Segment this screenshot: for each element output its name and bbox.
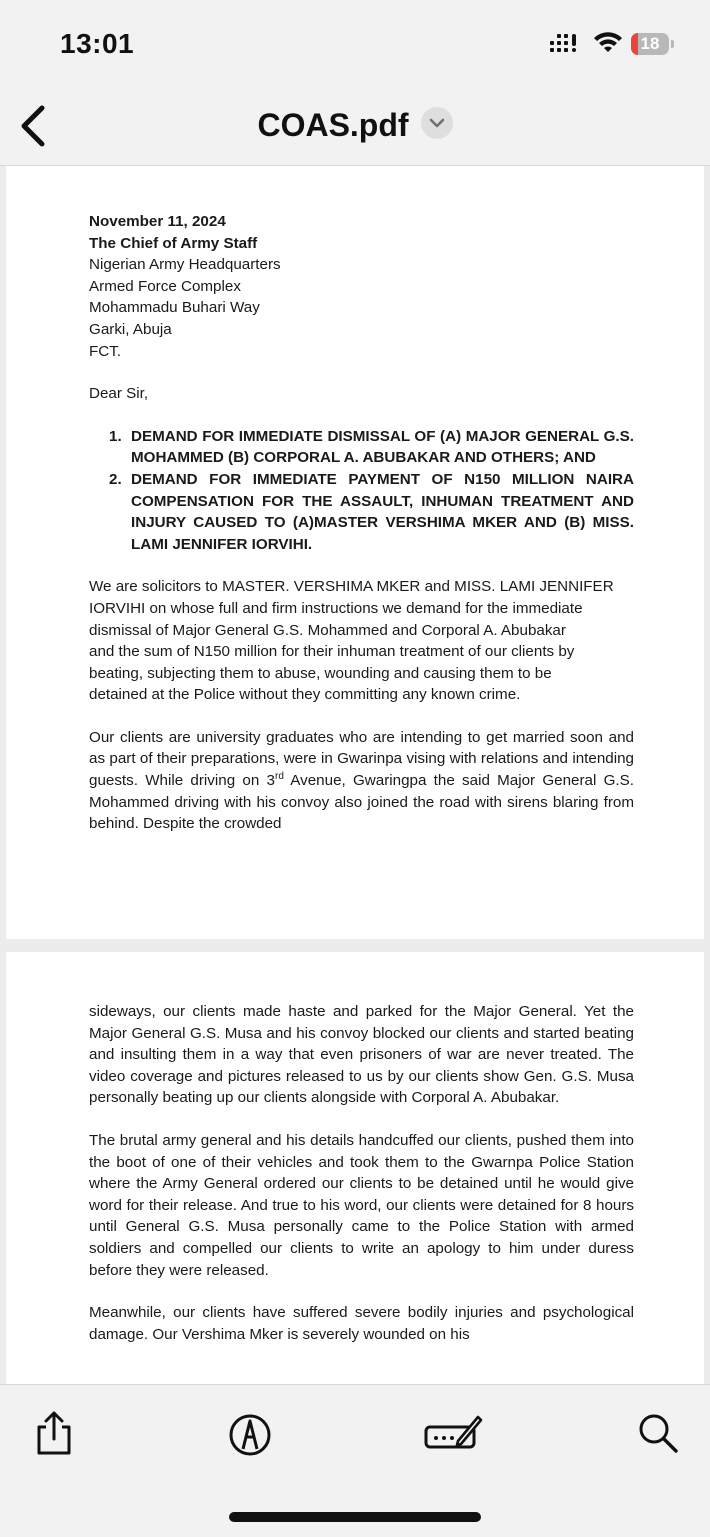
paragraph-line: and the sum of N150 million for their inhuman treatment of our clients by bbox=[89, 643, 575, 661]
status-bar bbox=[0, 0, 710, 90]
paragraph bbox=[89, 727, 634, 835]
demand-text: DEMAND FOR IMMEDIATE DISMISSAL OF (A) MAJOR GENERAL G.S. MOHAMMED (B) CORPORAL A. ABUBAKAR AND OTHERS; AND bbox=[131, 427, 634, 467]
demand-number: 2. bbox=[109, 470, 122, 488]
chevron-down-icon[interactable] bbox=[421, 107, 453, 139]
paragraph-line: beating, subjecting them to abuse, wounding and causing them to be bbox=[89, 664, 552, 682]
demand-item bbox=[89, 469, 634, 555]
paragraph-line: dismissal of Major General G.S. Mohammed and Corporal A. Abubakar bbox=[89, 621, 566, 639]
pdf-viewer[interactable] bbox=[0, 166, 710, 1384]
markup-pen-icon bbox=[226, 1409, 274, 1457]
battery-indicator bbox=[631, 33, 673, 57]
letter-body-page-2 bbox=[89, 1001, 634, 1345]
battery-level: 18 bbox=[640, 34, 660, 53]
paragraph-line: We are solicitors to MASTER. VERSHIMA MKER and MISS. LAMI JENNIFER bbox=[89, 578, 614, 596]
paragraph-text: Avenue, Gwaringpa the said Major General G.S. Mohammed driving with his convoy also joined the road with sirens blaring from behind. Despite the crowded bbox=[89, 772, 634, 833]
paragraph-text: Our clients are university graduates who are intending to get married soon and as part of their preparations, were in Gwarinpa vising with relations and intending guests. While driving on 3 bbox=[89, 728, 634, 790]
ordinal-suffix: rd bbox=[274, 771, 284, 782]
nav-bar bbox=[0, 90, 710, 166]
search-icon bbox=[634, 1409, 682, 1457]
address-line: Mohammadu Buhari Way bbox=[89, 299, 260, 317]
letter-body-page-1 bbox=[89, 211, 634, 835]
demand-number: 1. bbox=[109, 427, 122, 445]
address-line: FCT. bbox=[89, 342, 122, 360]
document-title[interactable]: COAS.pdf bbox=[257, 107, 409, 143]
demand-item bbox=[89, 426, 634, 469]
demand-list bbox=[89, 426, 634, 556]
letter-header bbox=[89, 211, 634, 362]
form-fill-button[interactable] bbox=[424, 1409, 484, 1457]
letter-date: November 11, 2024 bbox=[89, 213, 226, 230]
form-fill-icon bbox=[424, 1409, 484, 1457]
search-button[interactable] bbox=[634, 1409, 682, 1457]
address-line: Armed Force Complex bbox=[89, 277, 241, 295]
home-indicator[interactable] bbox=[229, 1512, 481, 1522]
paragraph bbox=[89, 576, 634, 706]
address-line: Nigerian Army Headquarters bbox=[89, 256, 281, 274]
share-button[interactable] bbox=[30, 1409, 78, 1457]
wifi-icon bbox=[592, 31, 624, 55]
back-button[interactable] bbox=[14, 102, 58, 150]
status-time: 13:01 bbox=[60, 28, 135, 59]
demand-text: DEMAND FOR IMMEDIATE PAYMENT OF N150 MILLION NAIRA COMPENSATION FOR THE ASSAULT, INHUMAN TREATMENT AND INJURY CAUSED TO (A)MASTER VERSHIMA MKER AND (B) MISS. LAMI JENNIFER IORVIHI. bbox=[131, 470, 634, 553]
markup-button[interactable] bbox=[226, 1409, 274, 1457]
paragraph-line: detained at the Police without they committing any known crime. bbox=[89, 686, 521, 704]
share-icon bbox=[30, 1409, 78, 1457]
salutation: Dear Sir, bbox=[89, 385, 149, 403]
pdf-page-1 bbox=[6, 166, 704, 939]
cellular-signal-icon bbox=[550, 33, 584, 55]
paragraph-line: IORVIHI on whose full and firm instructions we demand for the immediate bbox=[89, 599, 583, 617]
pdf-page-2 bbox=[6, 952, 704, 1384]
chevron-left-icon bbox=[14, 102, 58, 150]
title-area bbox=[0, 90, 710, 165]
address-line: Garki, Abuja bbox=[89, 320, 172, 338]
letter-recipient: The Chief of Army Staff bbox=[89, 234, 258, 252]
paragraph: The brutal army general and his details handcuffed our clients, pushed them into the boot of one of their vehicles and took them to the Gwarnpa Police Station where the Army General ordered our clients to be detained until he would give word for their release. And true to his word, our clients were detained for 8 hours until General G.S. Musa personally came to the Police Station with armed soldiers and compelled our clients to write an apology to him under duress before they were released. bbox=[89, 1131, 634, 1279]
paragraph: Meanwhile, our clients have suffered severe bodily injuries and psychological damage. Our Vershima Mker is severely wounded on his bbox=[89, 1304, 634, 1343]
paragraph: sideways, our clients made haste and parked for the Major General. Yet the Major General G.S. Musa and his convoy blocked our clients and started beating and insulting them in a way that even prisoners of war are never treated. The video coverage and pictures released to us by our clients show Gen. G.S. Musa personally beating up our clients alongside with Corporal A. Abubakar. bbox=[89, 1003, 634, 1107]
